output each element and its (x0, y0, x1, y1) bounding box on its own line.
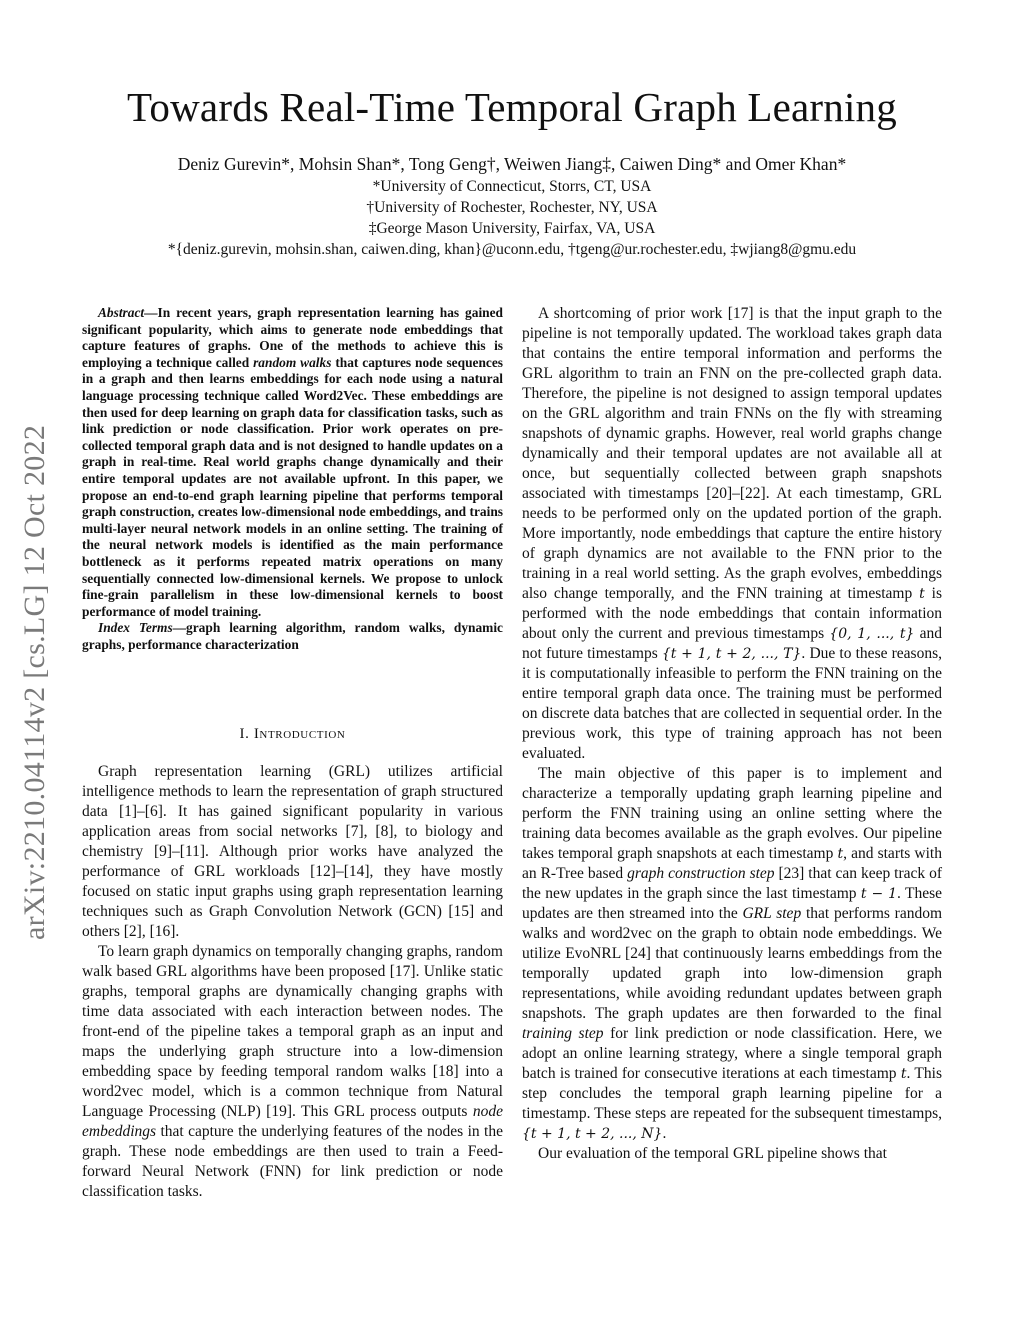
paper-title: Towards Real-Time Temporal Graph Learning (127, 84, 897, 130)
affiliation-gmu: ‡George Mason University, Fairfax, VA, USA (368, 220, 656, 237)
intro-paragraph-5: Our evaluation of the temporal GRL pipeline shows that (538, 1145, 887, 1162)
right-column-body (522, 304, 942, 1164)
arxiv-identifier: arXiv:2210.04114v2 [cs.LG] 12 Oct 2022 (18, 424, 51, 940)
affiliation-uconn: *University of Connecticut, Storrs, CT, USA (372, 178, 652, 195)
abstract-label: Abstract (98, 305, 145, 320)
intro-paragraph-4: The main objective of this paper is to implement and characterize a temporally updating graph learning pipeline and perform the FNN training using an online setting where the training data becomes available as the graph evolves. Our pipeline takes temporal graph snapshots at each timestamp t, and starts with an R-Tree based graph construction step [23] that can keep track of the new updates in the graph since the last timestamp t − 1. These updates are then streamed into the GRL step that performs random walks and word2vec on the graph to obtain node embeddings. We utilize EvoNRL [24] that continuously learns embeddings from the temporally updated graph into low-dimension graph representations, while avoiding redundant updates between graph snapshots. The graph updates are then forwarded to the final training step for link prediction or node classification. Here, we adopt an online learning strategy, where a single temporal graph batch is trained for consecutive iterations at each timestamp t. This step concludes the temporal graph learning pipeline for a timestamp. These steps are repeated for the subsequent timestamps, {t + 1, t + 2, ..., N}. (522, 765, 943, 1142)
index-terms: Index Terms—graph learning algorithm, random walks, dynamic graphs, performance characterization (82, 620, 503, 652)
intro-paragraph-1: Graph representation learning (GRL) utilizes artificial intelligence methods to learn the representation of graph structured data [1]–[6]. It has gained significant popularity in various application areas from social networks [7], [8], to biology and chemistry [9]–[11]. Although prior works have analyzed the performance of GRL workloads [12]–[14], they have mostly focused on static input graphs using graph representation learning techniques such as Graph Convolution Network (GCN) [15] and others [2], [16]. (82, 763, 503, 940)
author-list: Deniz Gurevin*, Mohsin Shan*, Tong Geng†, Weiwen Jiang‡, Caiwen Ding* and Omer Khan* (177, 154, 847, 174)
affiliation-rochester: †University of Rochester, Rochester, NY, USA (366, 199, 658, 216)
left-column-body (82, 762, 503, 1202)
index-terms-label: Index Terms (98, 620, 173, 636)
author-emails: *{deniz.gurevin, mohsin.shan, caiwen.ding, khan}@uconn.edu, †tgeng@ur.rochester.edu, ‡wjiang8@gmu.edu (167, 241, 857, 258)
intro-paragraph-3: A shortcoming of prior work [17] is that the input graph to the pipeline is not temporally updated. The workload takes graph data that contains the entire temporal information and performs the GRL algorithm to train an FNN on the pre-collected graph data. Therefore, the pipeline is not designed to assign temporal updates on the GRL algorithm and train FNNs on the fly with streaming snapshots of dynamic graphs. However, real world graphs change dynamically and their temporal updates are not available all at once, but sequentially collected between graph snapshots associated with timestamps [20]–[22]. At each timestamp, GRL needs to be performed only on the updated portion of the graph. More importantly, node embeddings that capture the entire history of graph dynamics are not available to the FNN prior to the training in a real world setting. As the graph evolves, embeddings also change temporally, and the FNN training at timestamp t is performed with the node embeddings that contain information about only the current and previous timestamps {0, 1, ..., t} and not future timestamps {t + 1, t + 2, ..., T}. Due to these reasons, it is computationally infeasible to perform the FNN training on the entire temporal graph data once. The training must be performed on discrete data batches that are collected in sequential order. In the previous work, this type of training approach has not been evaluated. (522, 305, 942, 762)
intro-paragraph-2: To learn graph dynamics on temporally changing graphs, random walk based GRL algorithms have been proposed [17]. Unlike static graphs, temporal graphs are dynamically changing graphs with time data associated with each interaction between nodes. The front-end of the pipeline takes a temporal graph as an input and maps the underlying graph structure into a low-dimension embedding space by feeding temporal random walks [18] into a word2vec model, which is a common technique from Natural Language Processing (NLP) [19]. This GRL process outputs node embeddings that capture the underlying features of the nodes in the graph. These node embeddings are then used to train a Feed-forward Neural Network (FNN) for link prediction or node classification tasks. (82, 943, 503, 1200)
section-heading-introduction: I. Introduction (239, 726, 346, 742)
abstract-paragraph: Abstract—In recent years, graph representation learning has gained significant popularity, which aims to generate node embeddings that capture features of graphs. One of the methods to achieve this is employing a technique called random walks that captures node sequences in a graph and then learns embeddings for each node using a natural language processing technique called Word2Vec. These embeddings are then used for deep learning on graph data for classification tasks, such as link prediction or node classification. Prior work operates on pre-collected temporal graph data and is not designed to handle updates on a graph in real-time. Real world graphs change dynamically and their entire temporal updates are not available upfront. In this paper, we propose an end-to-end graph learning pipeline that performs temporal graph construction, creates low-dimensional node embeddings, and trains multi-layer neural network models in an online setting. The training of the neural network models is identified as the main performance bottleneck as it performs repeated matrix operations on many sequentially connected low-dimensional kernels. We propose to unlock fine-grain parallelism in these low-dimensional kernels to boost performance of model training. (82, 305, 504, 619)
abstract-block (82, 305, 503, 653)
